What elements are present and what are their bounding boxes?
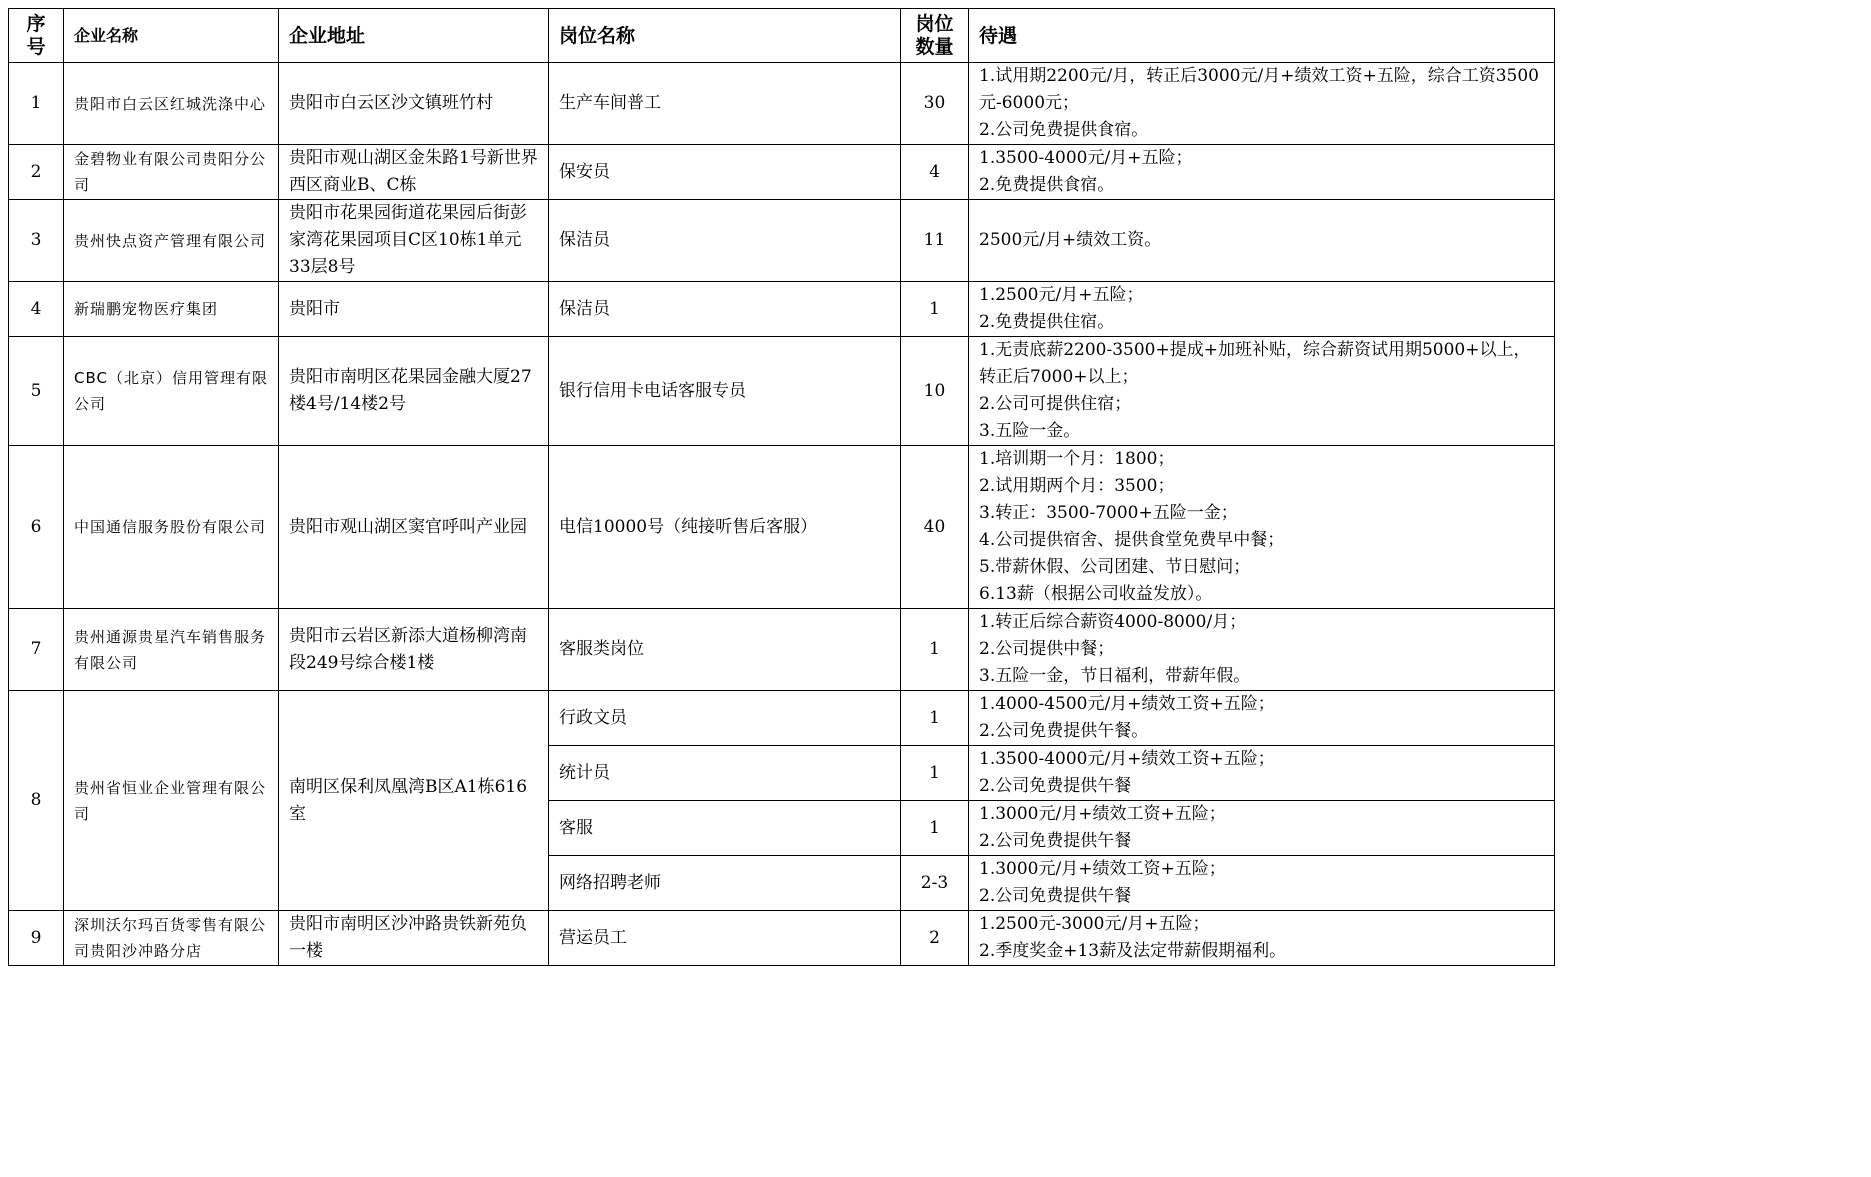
company-address: 贵阳市云岩区新添大道杨柳湾南段249号综合楼1楼 xyxy=(279,609,549,691)
job-count: 1 xyxy=(901,801,969,856)
company-name: 深圳沃尔玛百货零售有限公司贵阳沙冲路分店 xyxy=(64,911,279,966)
row-seq: 4 xyxy=(9,282,64,337)
company-address: 贵阳市白云区沙文镇班竹村 xyxy=(279,63,549,145)
table-row xyxy=(9,609,1555,691)
job-position: 营运员工 xyxy=(549,911,901,966)
job-benefits: 1.2500元-3000元/月+五险； 2.季度奖金+13薪及法定带薪假期福利。 xyxy=(969,911,1555,966)
table-row xyxy=(9,446,1555,609)
job-position: 行政文员 xyxy=(549,691,901,746)
company-name: 贵阳市白云区红城洗涤中心 xyxy=(64,63,279,145)
job-count: 4 xyxy=(901,145,969,200)
job-benefits: 1.4000-4500元/月+绩效工资+五险； 2.公司免费提供午餐。 xyxy=(969,691,1555,746)
job-benefits: 2500元/月+绩效工资。 xyxy=(969,200,1555,282)
job-count: 30 xyxy=(901,63,969,145)
job-benefits: 1.试用期2200元/月，转正后3000元/月+绩效工资+五险，综合工资3500元-6000元； 2.公司免费提供食宿。 xyxy=(969,63,1555,145)
job-benefits: 1.3000元/月+绩效工资+五险； 2.公司免费提供午餐 xyxy=(969,856,1555,911)
job-position: 网络招聘老师 xyxy=(549,856,901,911)
job-benefits: 1.3500-4000元/月+绩效工资+五险； 2.公司免费提供午餐 xyxy=(969,746,1555,801)
header-seq: 序 号 xyxy=(9,9,64,63)
row-seq: 6 xyxy=(9,446,64,609)
company-name: 贵州快点资产管理有限公司 xyxy=(64,200,279,282)
company-name: 中国通信服务股份有限公司 xyxy=(64,446,279,609)
job-count: 11 xyxy=(901,200,969,282)
job-benefits: 1.培训期一个月：1800； 2.试用期两个月：3500； 3.转正：3500-7000+五险一金； 4.公司提供宿舍、提供食堂免费早中餐； 5.带薪休假、公司团建、节日慰问； 6.13薪（根据公司收益发放）。 xyxy=(969,446,1555,609)
job-position: 统计员 xyxy=(549,746,901,801)
job-count: 1 xyxy=(901,691,969,746)
job-count: 1 xyxy=(901,282,969,337)
job-benefits: 1.3000元/月+绩效工资+五险； 2.公司免费提供午餐 xyxy=(969,801,1555,856)
row-seq: 7 xyxy=(9,609,64,691)
company-address: 贵阳市南明区花果园金融大厦27楼4号/14楼2号 xyxy=(279,337,549,446)
table-row xyxy=(9,282,1555,337)
job-count: 40 xyxy=(901,446,969,609)
job-count: 1 xyxy=(901,746,969,801)
row-seq: 8 xyxy=(9,691,64,911)
table-row xyxy=(9,200,1555,282)
header-benefits: 待遇 xyxy=(969,9,1555,63)
company-name: CBC（北京）信用管理有限公司 xyxy=(64,337,279,446)
header-company: 企业名称 xyxy=(64,9,279,63)
table-row xyxy=(9,337,1555,446)
job-count: 2 xyxy=(901,911,969,966)
company-address: 贵阳市观山湖区窦官呼叫产业园 xyxy=(279,446,549,609)
job-benefits: 1.2500元/月+五险； 2.免费提供住宿。 xyxy=(969,282,1555,337)
company-name: 金碧物业有限公司贵阳分公司 xyxy=(64,145,279,200)
job-position: 保洁员 xyxy=(549,282,901,337)
job-benefits: 1.无责底薪2200-3500+提成+加班补贴，综合薪资试用期5000+以上，转正后7000+以上； 2.公司可提供住宿； 3.五险一金。 xyxy=(969,337,1555,446)
job-position: 客服 xyxy=(549,801,901,856)
job-count: 10 xyxy=(901,337,969,446)
company-name: 新瑞鹏宠物医疗集团 xyxy=(64,282,279,337)
row-seq: 2 xyxy=(9,145,64,200)
company-name: 贵州通源贵星汽车销售服务有限公司 xyxy=(64,609,279,691)
company-name: 贵州省恒业企业管理有限公司 xyxy=(64,691,279,911)
job-count: 1 xyxy=(901,609,969,691)
company-address: 贵阳市 xyxy=(279,282,549,337)
job-position: 客服类岗位 xyxy=(549,609,901,691)
job-count: 2-3 xyxy=(901,856,969,911)
table-row xyxy=(9,63,1555,145)
job-benefits: 1.转正后综合薪资4000-8000/月； 2.公司提供中餐； 3.五险一金，节日福利，带薪年假。 xyxy=(969,609,1555,691)
job-position: 保洁员 xyxy=(549,200,901,282)
row-seq: 3 xyxy=(9,200,64,282)
job-benefits: 1.3500-4000元/月+五险； 2.免费提供食宿。 xyxy=(969,145,1555,200)
job-position: 银行信用卡电话客服专员 xyxy=(549,337,901,446)
table-row xyxy=(9,691,1555,746)
job-position: 保安员 xyxy=(549,145,901,200)
job-position: 生产车间普工 xyxy=(549,63,901,145)
company-address: 贵阳市观山湖区金朱路1号新世界西区商业B、C栋 xyxy=(279,145,549,200)
job-listing-table xyxy=(8,8,1555,966)
header-address: 企业地址 xyxy=(279,9,549,63)
row-seq: 9 xyxy=(9,911,64,966)
header-count: 岗位 数量 xyxy=(901,9,969,63)
table-row xyxy=(9,911,1555,966)
company-address: 南明区保利凤凰湾B区A1栋616室 xyxy=(279,691,549,911)
header-position: 岗位名称 xyxy=(549,9,901,63)
company-address: 贵阳市南明区沙冲路贵铁新苑负一楼 xyxy=(279,911,549,966)
table-row xyxy=(9,145,1555,200)
company-address: 贵阳市花果园街道花果园后街彭家湾花果园项目C区10栋1单元33层8号 xyxy=(279,200,549,282)
row-seq: 1 xyxy=(9,63,64,145)
header-row xyxy=(9,9,1555,63)
row-seq: 5 xyxy=(9,337,64,446)
job-position: 电信10000号（纯接听售后客服） xyxy=(549,446,901,609)
